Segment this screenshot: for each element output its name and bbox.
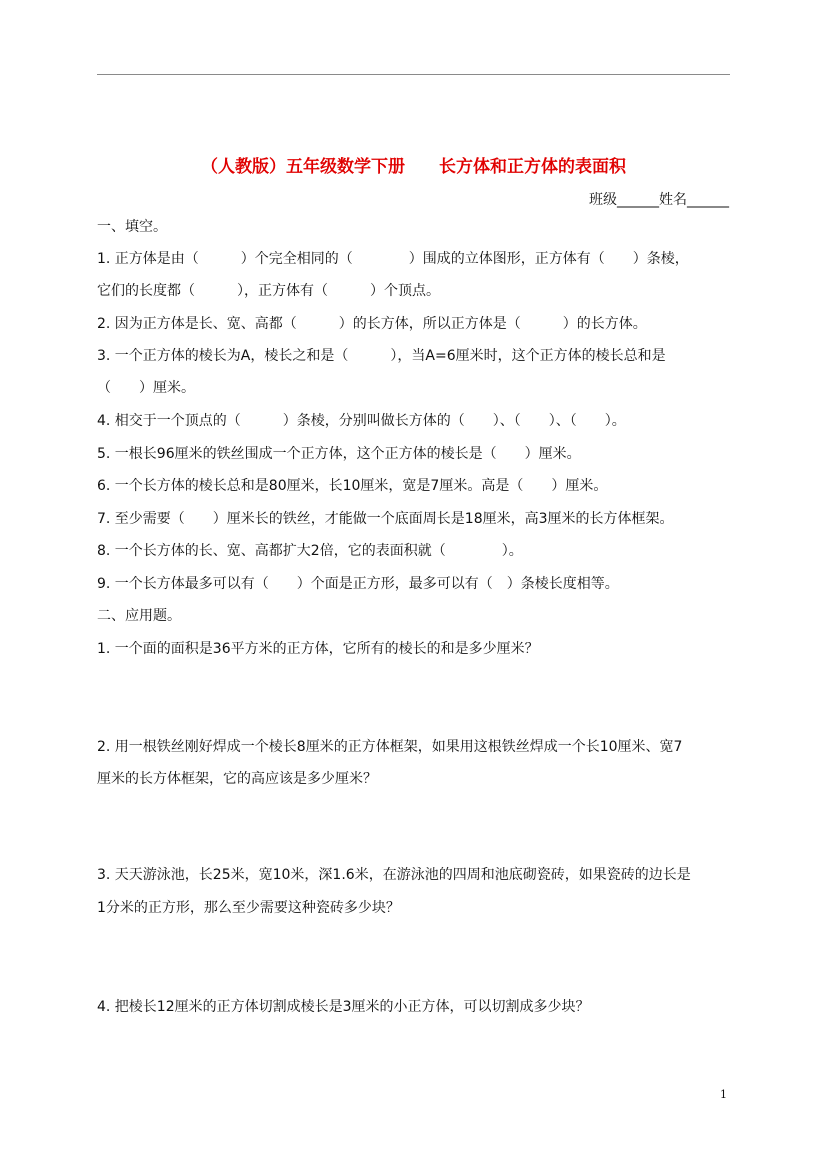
question-line: 4. 相交于一个顶点的（ ）条棱，分别叫做长方体的（ ）、（ ）、（ ）。 — [97, 413, 626, 429]
question-line: 8. 一个长方体的长、宽、高都扩大2倍，它的表面积就（ ）。 — [97, 543, 523, 559]
question-line: 9. 一个长方体最多可以有（ ）个面是正方形，最多可以有（ ）条棱长度相等。 — [97, 576, 619, 592]
problem-line: 1. 一个面的面积是36平方米的正方体，它所有的棱长的和是多少厘米？ — [97, 641, 539, 657]
problem-line: 4. 把棱长12厘米的正方体切割成棱长是3厘米的小正方体，可以切割成多少块？ — [97, 999, 590, 1015]
question-line: 3. 一个正方体的棱长为A，棱长之和是（ ），当A=6厘米时，这个正方体的棱长总和是 — [97, 348, 666, 364]
question-line: 1. 正方体是由（ ）个完全相同的（ ）围成的立体图形，正方体有（ ）条棱， — [97, 251, 689, 267]
class-name-line: 班级______姓名______ — [589, 192, 729, 208]
page-number: 1 — [720, 1088, 727, 1101]
question-line: 6. 一个长方体的棱长总和是80厘米，长10厘米，宽是7厘米。高是（ ）厘米。 — [97, 478, 608, 494]
section-heading-fill-blank: 一、填空。 — [97, 219, 167, 235]
problem-line: 厘米的长方体框架，它的高应该是多少厘米？ — [97, 771, 377, 787]
problem-line: 1分米的正方形，那么至少需要这种瓷砖多少块？ — [97, 900, 400, 916]
document-title: （人教版）五年级数学下册 长方体和正方体的表面积 — [201, 157, 626, 177]
header-rule — [97, 74, 730, 75]
problem-line: 2. 用一根铁丝刚好焊成一个棱长8厘米的正方体框架，如果用这根铁丝焊成一个长10厘米、宽7 — [97, 739, 683, 755]
question-line: （ ）厘米。 — [97, 380, 195, 396]
question-line: 7. 至少需要（ ）厘米长的铁丝，才能做一个底面周长是18厘米，高3厘米的长方体框架。 — [97, 511, 674, 527]
question-line: 2. 因为正方体是长、宽、高都（ ）的长方体，所以正方体是（ ）的长方体。 — [97, 316, 647, 332]
question-line: 5. 一根长96厘米的铁丝围成一个正方体，这个正方体的棱长是（ ）厘米。 — [97, 446, 581, 462]
question-line: 它们的长度都（ ），正方体有（ ）个顶点。 — [97, 283, 440, 299]
problem-line: 3. 天天游泳池，长25米，宽10米，深1.6米，在游泳池的四周和池底砌瓷砖，如果瓷砖的边长是 — [97, 867, 691, 883]
section-heading-applications: 二、应用题。 — [97, 608, 181, 624]
